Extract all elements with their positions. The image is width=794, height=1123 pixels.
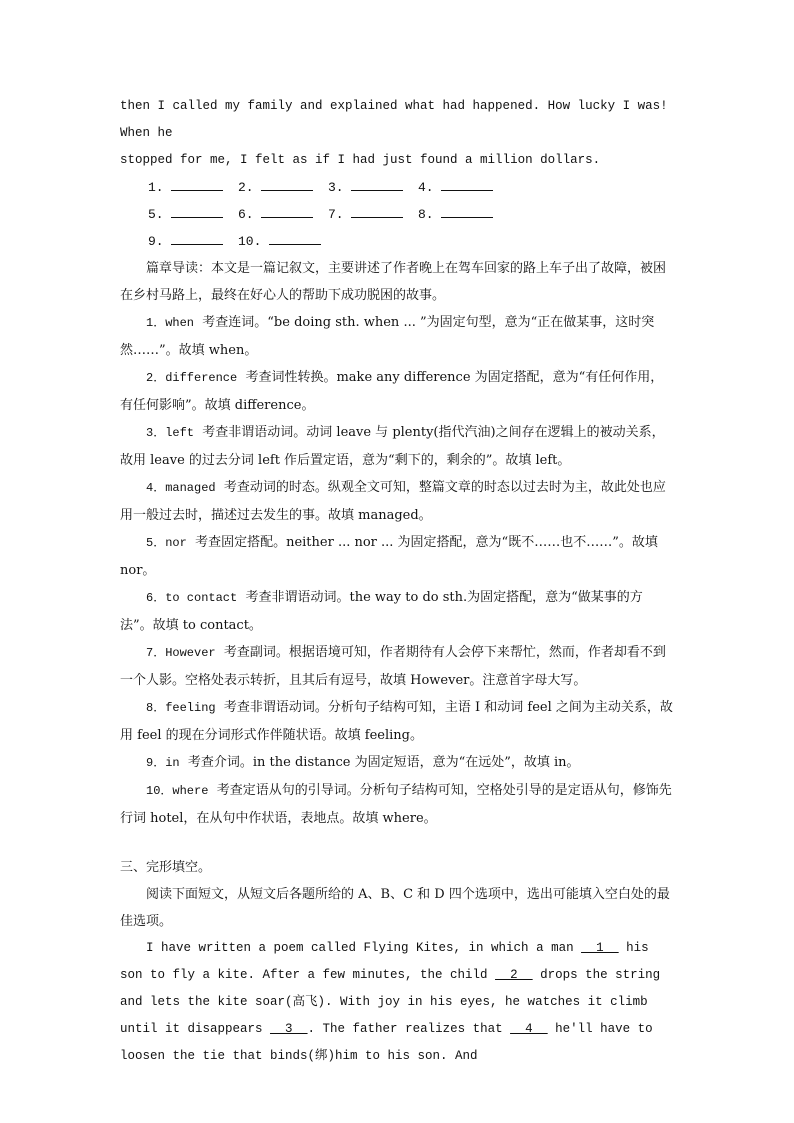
answer-explanation: 考查非谓语动词。分析句子结构可知，主语 I 和动词 feel 之间为主动关系，故用 feel 的现在分词形式作伴随状语。故填 feeling。 [120,700,673,743]
answer-explanation: 考查副词。根据语境可知，作者期待有人会停下来帮忙，然而，作者却看不到一个人影。空格处表示转折，且其后有逗号，故填 However。注意首字母大写。 [120,645,666,688]
answer-number: 10．where [146,784,209,798]
answer-item [120,474,675,529]
blank-number: 7. [328,207,344,222]
answer-number: 3．left [146,426,195,440]
cloze-passage: I have written a poem called Flying Kites, in which a man __1__ his son to fly a kite. After a few minutes, the child __2__ drops the string and lets the kite soar(高飞). With joy in his eyes, he watches it climb until it disappears __3__. The father realizes that __4__ he'll have to loosen the tie that binds(绑)him to his son. And [120,941,661,1063]
answer-item [120,777,675,832]
answer-explanation: 考查词性转换。make any difference 为固定搭配，意为“有任何作用，有任何影响”。故填 difference。 [120,370,664,413]
blank-number: 3. [328,180,344,195]
answer-number: 8．feeling [146,701,216,715]
blank-number: 1. [148,180,164,195]
cloze-blank[interactable]: __4__ [510,1022,548,1036]
answer-number: 6．to contact [146,591,238,605]
chapter-guide: 篇章导读：本文是一篇记叙文，主要讲述了作者晚上在驾车回家的路上车子出了故障，被困在乡村马路上，最终在好心人的帮助下成功脱困的故事。 [120,261,667,303]
answer-item [120,694,675,749]
answer-item [120,309,675,364]
blank-number: 4. [418,180,434,195]
answer-blank[interactable] [269,230,321,245]
answer-blanks-row [120,201,675,228]
blank-number: 6. [238,207,254,222]
section-instruction: 阅读下面短文，从短文后各题所给的 A、B、C 和 D 四个选项中，选出可能填入空白处的最佳选项。 [120,887,670,929]
answer-blank[interactable] [351,203,403,218]
answer-number: 2．difference [146,371,238,385]
passage-line: then I called my family and explained what had happened. How lucky I was! When he [120,99,668,140]
blank-number: 9. [148,234,164,249]
answer-explanation: 考查动词的时态。纵观全文可知，整篇文章的时态以过去时为主，故此处也应用一般过去时，描述过去发生的事。故填 managed。 [120,480,666,523]
answer-explanations [120,309,675,832]
answer-number: 5．nor [146,536,187,550]
answer-item [120,364,675,419]
answer-blank[interactable] [441,203,493,218]
answer-blank[interactable] [171,203,223,218]
answer-number: 1．when [146,316,195,330]
answer-blank[interactable] [441,176,493,191]
answer-explanation: 考查介词。in the distance 为固定短语，意为“在远处”，故填 in。 [187,755,580,770]
answer-blanks-row [120,228,675,255]
answer-blank[interactable] [261,203,313,218]
cloze-blank[interactable]: __2__ [495,968,533,982]
answer-blank[interactable] [171,176,223,191]
answer-number: 4．managed [146,481,216,495]
answer-item [120,584,675,639]
answer-blank[interactable] [351,176,403,191]
answer-number: 7．However [146,646,216,660]
blank-number: 2. [238,180,254,195]
answer-blank[interactable] [171,230,223,245]
answer-item [120,529,675,584]
answer-explanation: 考查连词。“be doing sth. when ... ”为固定句型，意为“正在做某事，这时突然……”。故填 when。 [120,315,655,358]
blank-number: 10. [238,234,262,249]
cloze-blank[interactable]: __1__ [581,941,619,955]
answer-explanation: 考查定语从句的引导词。分析句子结构可知，空格处引导的是定语从句，修饰先行词 hotel，在从句中作状语，表地点。故填 where。 [120,783,672,826]
blank-number: 8. [418,207,434,222]
answer-item [120,639,675,694]
answer-explanation: 考查固定搭配。neither ... nor ... 为固定搭配，意为“既不……也不……”。故填 nor。 [120,535,658,578]
answer-item [120,749,675,777]
passage-line: stopped for me, I felt as if I had just found a million dollars. [120,153,601,167]
blank-number: 5. [148,207,164,222]
answer-number: 9．in [146,756,180,770]
answer-explanation: 考查非谓语动词。动词 leave 与 plenty(指代汽油)之间存在逻辑上的被动关系，故用 leave 的过去分词 left 作后置定语，意为“剩下的，剩余的”。故填 left。 [120,425,665,468]
cloze-blank[interactable]: __3__ [270,1022,308,1036]
document-body [120,93,675,1070]
answer-blanks-row [120,174,675,201]
section-title: 三、完形填空。 [120,860,212,875]
answer-item [120,419,675,474]
answer-blank[interactable] [261,176,313,191]
answer-explanation: 考查非谓语动词。the way to do sth.为固定搭配，意为“做某事的方法”。故填 to contact。 [120,590,643,633]
